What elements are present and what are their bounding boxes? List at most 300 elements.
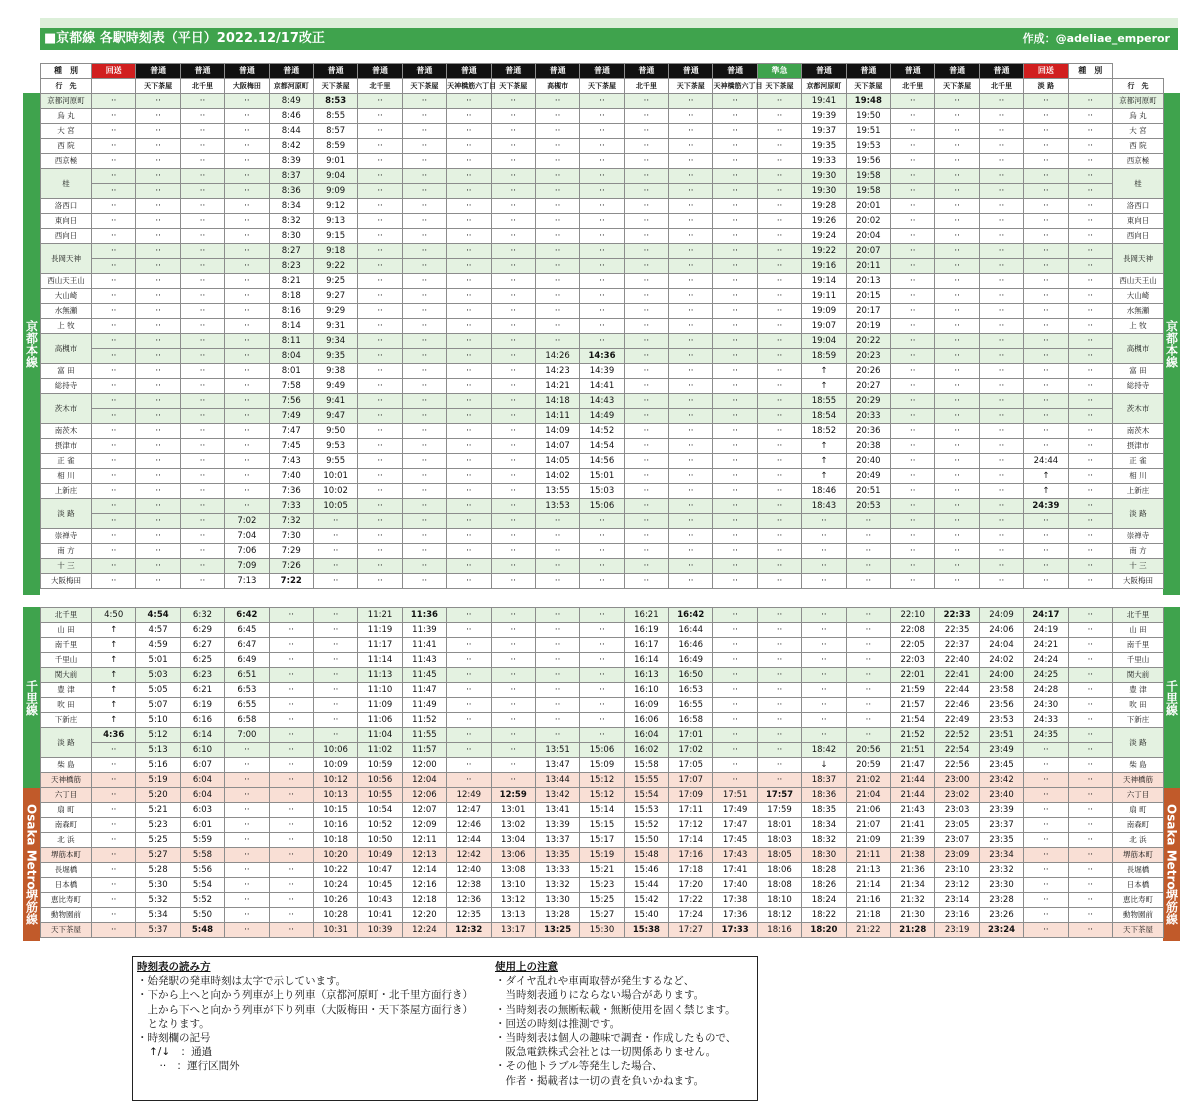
train-type-cell: 普通 <box>624 64 668 79</box>
time-cell: ·· <box>402 319 446 334</box>
station-name: 西京極 <box>1112 154 1163 169</box>
time-cell: ·· <box>713 698 757 713</box>
time-cell: ·· <box>935 469 979 484</box>
time-cell: 8:59 <box>313 139 357 154</box>
time-cell: ·· <box>447 304 491 319</box>
time-cell: 12:36 <box>447 893 491 908</box>
time-cell: ·· <box>358 409 402 424</box>
time-cell: ·· <box>92 289 136 304</box>
time-cell: 12:44 <box>447 833 491 848</box>
time-cell: 11:52 <box>402 713 446 728</box>
time-cell: 23:30 <box>979 878 1023 893</box>
time-cell: 19:09 <box>802 304 846 319</box>
time-cell: ·· <box>225 439 269 454</box>
station-name: 西向日 <box>1112 229 1163 244</box>
table-row <box>41 364 1164 379</box>
time-cell: ·· <box>313 514 357 529</box>
station-name: 西 院 <box>1112 139 1163 154</box>
time-cell: 11:09 <box>358 698 402 713</box>
table-row <box>41 803 1164 818</box>
time-cell: ·· <box>535 289 579 304</box>
time-cell: ·· <box>1024 788 1068 803</box>
time-cell: 15:42 <box>624 893 668 908</box>
time-cell: ·· <box>491 214 535 229</box>
time-cell: 24:02 <box>979 653 1023 668</box>
time-cell: ·· <box>1068 124 1112 139</box>
time-cell: 14:18 <box>535 394 579 409</box>
time-cell: ·· <box>447 608 491 623</box>
time-cell: ·· <box>136 244 180 259</box>
time-cell: ·· <box>92 454 136 469</box>
time-cell: 9:55 <box>313 454 357 469</box>
time-cell: ·· <box>402 184 446 199</box>
time-cell: 19:35 <box>802 139 846 154</box>
destination-cell: 天下茶屋 <box>402 79 446 94</box>
time-cell: ·· <box>713 514 757 529</box>
time-cell: 21:30 <box>891 908 935 923</box>
time-cell: 5:25 <box>136 833 180 848</box>
station-name: 六丁目 <box>1112 788 1163 803</box>
time-cell: 9:38 <box>313 364 357 379</box>
time-cell: 15:55 <box>624 773 668 788</box>
time-cell: ·· <box>225 803 269 818</box>
time-cell: ·· <box>535 229 579 244</box>
time-cell: 10:52 <box>358 818 402 833</box>
time-cell: ·· <box>802 559 846 574</box>
time-cell: 16:50 <box>669 668 713 683</box>
time-cell: ·· <box>846 623 890 638</box>
time-cell: ·· <box>802 653 846 668</box>
time-cell: ·· <box>491 608 535 623</box>
time-cell: 8:46 <box>269 109 313 124</box>
station-name: 烏 丸 <box>41 109 92 124</box>
time-cell: ·· <box>92 409 136 424</box>
station-name: 淡 路 <box>41 499 92 529</box>
time-cell: ·· <box>535 559 579 574</box>
time-cell: ·· <box>491 529 535 544</box>
time-cell: ·· <box>624 364 668 379</box>
time-cell: 18:12 <box>757 908 801 923</box>
time-cell: ·· <box>669 274 713 289</box>
time-cell: ·· <box>935 574 979 589</box>
time-cell: 9:31 <box>313 319 357 334</box>
time-cell: 13:53 <box>535 499 579 514</box>
time-cell: 16:49 <box>669 653 713 668</box>
time-cell: 11:43 <box>402 653 446 668</box>
table-row <box>41 713 1164 728</box>
time-cell: 24:39 <box>1024 499 1068 514</box>
time-cell: ·· <box>358 529 402 544</box>
time-cell: ·· <box>624 424 668 439</box>
time-cell: ·· <box>1024 923 1068 938</box>
station-name: 淡 路 <box>1112 728 1163 758</box>
time-cell: 14:26 <box>535 349 579 364</box>
time-cell: 6:45 <box>225 623 269 638</box>
train-type-cell: 普通 <box>713 64 757 79</box>
time-cell: ·· <box>624 469 668 484</box>
time-cell: 12:38 <box>447 878 491 893</box>
time-cell: 24:44 <box>1024 454 1068 469</box>
time-cell: ·· <box>1024 514 1068 529</box>
time-cell: ·· <box>935 334 979 349</box>
time-cell: 15:09 <box>580 758 624 773</box>
time-cell: ·· <box>225 169 269 184</box>
time-cell: 6:14 <box>180 728 224 743</box>
station-name: 六丁目 <box>41 788 92 803</box>
train-type-cell: 普通 <box>358 64 402 79</box>
station-name: 大山崎 <box>41 289 92 304</box>
side-label-senri-left: 千里線 <box>23 607 40 788</box>
time-cell: ·· <box>535 259 579 274</box>
train-type-cell: 普通 <box>802 64 846 79</box>
time-cell: 9:09 <box>313 184 357 199</box>
time-cell: 11:13 <box>358 668 402 683</box>
time-cell: 10:56 <box>358 773 402 788</box>
time-cell: 17:05 <box>669 758 713 773</box>
time-cell: ·· <box>447 229 491 244</box>
time-cell: ↑ <box>802 454 846 469</box>
time-cell: ·· <box>447 94 491 109</box>
table-row <box>41 109 1164 124</box>
time-cell: ·· <box>757 529 801 544</box>
time-cell: ·· <box>580 229 624 244</box>
time-cell: ·· <box>180 379 224 394</box>
time-cell: ·· <box>624 94 668 109</box>
time-cell: 13:47 <box>535 758 579 773</box>
time-cell: 12:11 <box>402 833 446 848</box>
time-cell: ·· <box>358 319 402 334</box>
station-name: 西京極 <box>41 154 92 169</box>
table-row <box>41 334 1164 349</box>
time-cell: ↑ <box>92 698 136 713</box>
train-type-cell: 普通 <box>402 64 446 79</box>
time-cell: ·· <box>580 109 624 124</box>
time-cell: 10:24 <box>313 878 357 893</box>
station-name: 烏 丸 <box>1112 109 1163 124</box>
time-cell: 22:01 <box>891 668 935 683</box>
time-cell: ·· <box>713 454 757 469</box>
time-cell: ·· <box>136 424 180 439</box>
time-cell: 11:04 <box>358 728 402 743</box>
time-cell: 20:02 <box>846 214 890 229</box>
time-cell: ·· <box>535 608 579 623</box>
time-cell: ·· <box>491 274 535 289</box>
time-cell: 11:55 <box>402 728 446 743</box>
time-cell: ·· <box>580 683 624 698</box>
time-cell: 6:03 <box>180 803 224 818</box>
time-cell: ·· <box>713 529 757 544</box>
time-cell: ·· <box>1024 424 1068 439</box>
time-cell: ·· <box>1024 259 1068 274</box>
time-cell: 7:02 <box>225 514 269 529</box>
time-cell: ·· <box>358 559 402 574</box>
time-cell: ·· <box>92 529 136 544</box>
time-cell: ·· <box>180 439 224 454</box>
time-cell: ↑ <box>1024 484 1068 499</box>
station-name: 淡 路 <box>41 728 92 758</box>
time-cell: 21:28 <box>891 923 935 938</box>
time-cell: ·· <box>846 559 890 574</box>
time-cell: 17:43 <box>713 848 757 863</box>
time-cell: ·· <box>180 319 224 334</box>
time-cell: ·· <box>358 124 402 139</box>
time-cell: 12:32 <box>447 923 491 938</box>
time-cell: ·· <box>447 653 491 668</box>
time-cell: ·· <box>624 244 668 259</box>
time-cell: ·· <box>447 259 491 274</box>
time-cell: ·· <box>713 199 757 214</box>
station-name: 長堀橋 <box>1112 863 1163 878</box>
time-cell: ·· <box>713 608 757 623</box>
time-cell: 10:18 <box>313 833 357 848</box>
time-cell: ·· <box>491 199 535 214</box>
side-label-metro-right: Osaka Metro 堺筋線 <box>1163 788 1180 941</box>
time-cell: ·· <box>447 484 491 499</box>
time-cell: ·· <box>1068 893 1112 908</box>
time-cell: 20:51 <box>846 484 890 499</box>
time-cell: ·· <box>491 379 535 394</box>
train-type-cell: 普通 <box>447 64 491 79</box>
time-cell: ·· <box>180 529 224 544</box>
table-row <box>41 758 1164 773</box>
time-cell: 13:13 <box>491 908 535 923</box>
time-cell: 9:25 <box>313 274 357 289</box>
time-cell: 10:31 <box>313 923 357 938</box>
table-row <box>41 289 1164 304</box>
destination-cell: 大阪梅田 <box>225 79 269 94</box>
time-cell: ·· <box>225 818 269 833</box>
time-cell: 21:06 <box>846 803 890 818</box>
time-cell: ·· <box>935 484 979 499</box>
time-cell: ·· <box>757 259 801 274</box>
time-cell: ·· <box>1024 304 1068 319</box>
time-cell: 23:56 <box>979 698 1023 713</box>
time-cell: 12:35 <box>447 908 491 923</box>
time-cell: ·· <box>1024 743 1068 758</box>
time-cell: 6:58 <box>225 713 269 728</box>
time-cell: 16:14 <box>624 653 668 668</box>
time-cell: 18:10 <box>757 893 801 908</box>
time-cell: 21:52 <box>891 728 935 743</box>
time-cell: 23:40 <box>979 788 1023 803</box>
time-cell: ·· <box>491 244 535 259</box>
destination-cell: 天神橋筋六丁目 <box>713 79 757 94</box>
time-cell: 10:26 <box>313 893 357 908</box>
time-cell: ·· <box>180 94 224 109</box>
legend-line: ・ダイヤ乱れや車両取替が発生するなど、 <box>495 975 695 988</box>
time-cell: ·· <box>935 199 979 214</box>
time-cell: ·· <box>935 379 979 394</box>
time-cell: ·· <box>358 214 402 229</box>
time-cell: ·· <box>92 169 136 184</box>
time-cell: ↑ <box>1024 469 1068 484</box>
time-cell: 15:54 <box>624 788 668 803</box>
destination-cell: 天下茶屋 <box>669 79 713 94</box>
time-cell: ·· <box>402 484 446 499</box>
time-cell: ·· <box>1068 758 1112 773</box>
station-name: 淡 路 <box>1112 499 1163 529</box>
time-cell: 17:12 <box>669 818 713 833</box>
time-cell: 8:42 <box>269 139 313 154</box>
time-cell: 7:33 <box>269 499 313 514</box>
time-cell: 5:32 <box>136 893 180 908</box>
time-cell: ·· <box>225 409 269 424</box>
station-name: 総持寺 <box>41 379 92 394</box>
time-cell: ·· <box>225 184 269 199</box>
time-cell: ·· <box>757 469 801 484</box>
time-cell: ·· <box>313 608 357 623</box>
time-cell: 24:09 <box>979 608 1023 623</box>
legend-line: 作者・掲載者は一切の責を負いかねます。 <box>495 1074 705 1087</box>
time-cell: ·· <box>713 499 757 514</box>
time-cell: 22:40 <box>935 653 979 668</box>
time-cell: ·· <box>802 574 846 589</box>
time-cell: ·· <box>92 379 136 394</box>
time-cell: ·· <box>669 469 713 484</box>
time-cell: ·· <box>1068 289 1112 304</box>
time-cell: 18:28 <box>802 863 846 878</box>
time-cell: ·· <box>269 833 313 848</box>
time-cell: 11:14 <box>358 653 402 668</box>
table-row <box>41 169 1164 184</box>
time-cell: ·· <box>225 773 269 788</box>
time-cell: ·· <box>491 289 535 304</box>
dest-row-label: 行 先 <box>41 79 92 94</box>
time-cell: ·· <box>757 653 801 668</box>
time-cell: 8:21 <box>269 274 313 289</box>
time-cell: ·· <box>713 394 757 409</box>
time-cell: 7:13 <box>225 574 269 589</box>
time-cell: ·· <box>402 439 446 454</box>
time-cell: 8:36 <box>269 184 313 199</box>
time-cell: ·· <box>269 638 313 653</box>
time-cell: ·· <box>92 863 136 878</box>
train-type-cell: 普通 <box>491 64 535 79</box>
time-cell: 7:45 <box>269 439 313 454</box>
time-cell: ·· <box>1024 319 1068 334</box>
time-cell: 7:22 <box>269 574 313 589</box>
time-cell: ·· <box>491 514 535 529</box>
time-cell: ·· <box>1068 274 1112 289</box>
time-cell: ·· <box>92 908 136 923</box>
time-cell: 15:25 <box>580 893 624 908</box>
time-cell: 17:07 <box>669 773 713 788</box>
time-cell: 16:44 <box>669 623 713 638</box>
station-name: 富 田 <box>1112 364 1163 379</box>
time-cell: ·· <box>1068 818 1112 833</box>
time-cell: ·· <box>1024 334 1068 349</box>
time-cell: 9:22 <box>313 259 357 274</box>
station-name: 南茨木 <box>1112 424 1163 439</box>
time-cell: ·· <box>447 529 491 544</box>
time-cell: ·· <box>624 409 668 424</box>
time-cell: ·· <box>535 139 579 154</box>
time-cell: 15:12 <box>580 773 624 788</box>
time-cell: ·· <box>580 184 624 199</box>
time-cell: 23:28 <box>979 893 1023 908</box>
time-cell: ·· <box>92 574 136 589</box>
station-name: 柴 島 <box>1112 758 1163 773</box>
time-cell: ·· <box>535 529 579 544</box>
time-cell: 19:30 <box>802 169 846 184</box>
time-cell: ·· <box>447 713 491 728</box>
time-cell: 12:59 <box>491 788 535 803</box>
time-cell: ·· <box>491 668 535 683</box>
station-name: 水無瀬 <box>1112 304 1163 319</box>
time-cell: 20:53 <box>846 499 890 514</box>
table-row <box>41 244 1164 259</box>
time-cell: ·· <box>580 698 624 713</box>
time-cell: ·· <box>136 514 180 529</box>
time-cell: ·· <box>713 319 757 334</box>
station-name: 南森町 <box>1112 818 1163 833</box>
time-cell: ·· <box>136 364 180 379</box>
time-cell: ·· <box>979 154 1023 169</box>
time-cell: ·· <box>891 499 935 514</box>
time-cell: 18:22 <box>802 908 846 923</box>
time-cell: 18:54 <box>802 409 846 424</box>
time-cell: ·· <box>624 514 668 529</box>
time-cell: 21:07 <box>846 818 890 833</box>
time-cell: ·· <box>1068 529 1112 544</box>
time-cell: ·· <box>891 109 935 124</box>
time-cell: ·· <box>935 244 979 259</box>
time-cell: ·· <box>136 349 180 364</box>
time-cell: ·· <box>402 304 446 319</box>
time-cell: ·· <box>891 559 935 574</box>
time-cell: ·· <box>757 169 801 184</box>
time-cell: 21:36 <box>891 863 935 878</box>
time-cell: ·· <box>358 364 402 379</box>
time-cell: ·· <box>757 364 801 379</box>
time-cell: 18:55 <box>802 394 846 409</box>
time-cell: ·· <box>491 334 535 349</box>
time-cell: ·· <box>669 424 713 439</box>
time-cell: 12:04 <box>402 773 446 788</box>
time-cell: ·· <box>225 743 269 758</box>
station-name: 水無瀬 <box>41 304 92 319</box>
time-cell: ·· <box>979 274 1023 289</box>
time-cell: 16:06 <box>624 713 668 728</box>
time-cell: ·· <box>1024 274 1068 289</box>
time-cell: 9:41 <box>313 394 357 409</box>
time-cell: ·· <box>225 848 269 863</box>
time-cell: ·· <box>358 169 402 184</box>
time-cell: ·· <box>92 244 136 259</box>
table-row <box>41 409 1164 424</box>
time-cell: ·· <box>447 559 491 574</box>
legend-line: ・下から上へと向かう列車が上り列車（京都河原町・北千里方面行き） <box>137 989 473 1002</box>
time-cell: ·· <box>358 154 402 169</box>
time-cell: 19:24 <box>802 229 846 244</box>
time-cell: 19:07 <box>802 319 846 334</box>
station-name: 千里山 <box>1112 653 1163 668</box>
time-cell: 11:45 <box>402 668 446 683</box>
time-cell: ·· <box>1024 244 1068 259</box>
time-cell: ·· <box>535 683 579 698</box>
time-cell: ·· <box>979 409 1023 424</box>
time-cell: 21:02 <box>846 773 890 788</box>
time-cell: ·· <box>92 94 136 109</box>
time-cell: 6:21 <box>180 683 224 698</box>
time-cell: 9:49 <box>313 379 357 394</box>
time-cell: 6:23 <box>180 668 224 683</box>
time-cell: ·· <box>624 439 668 454</box>
time-cell: 22:35 <box>935 623 979 638</box>
station-name: 北千里 <box>1112 608 1163 623</box>
time-cell: 7:04 <box>225 529 269 544</box>
time-cell: ·· <box>358 574 402 589</box>
